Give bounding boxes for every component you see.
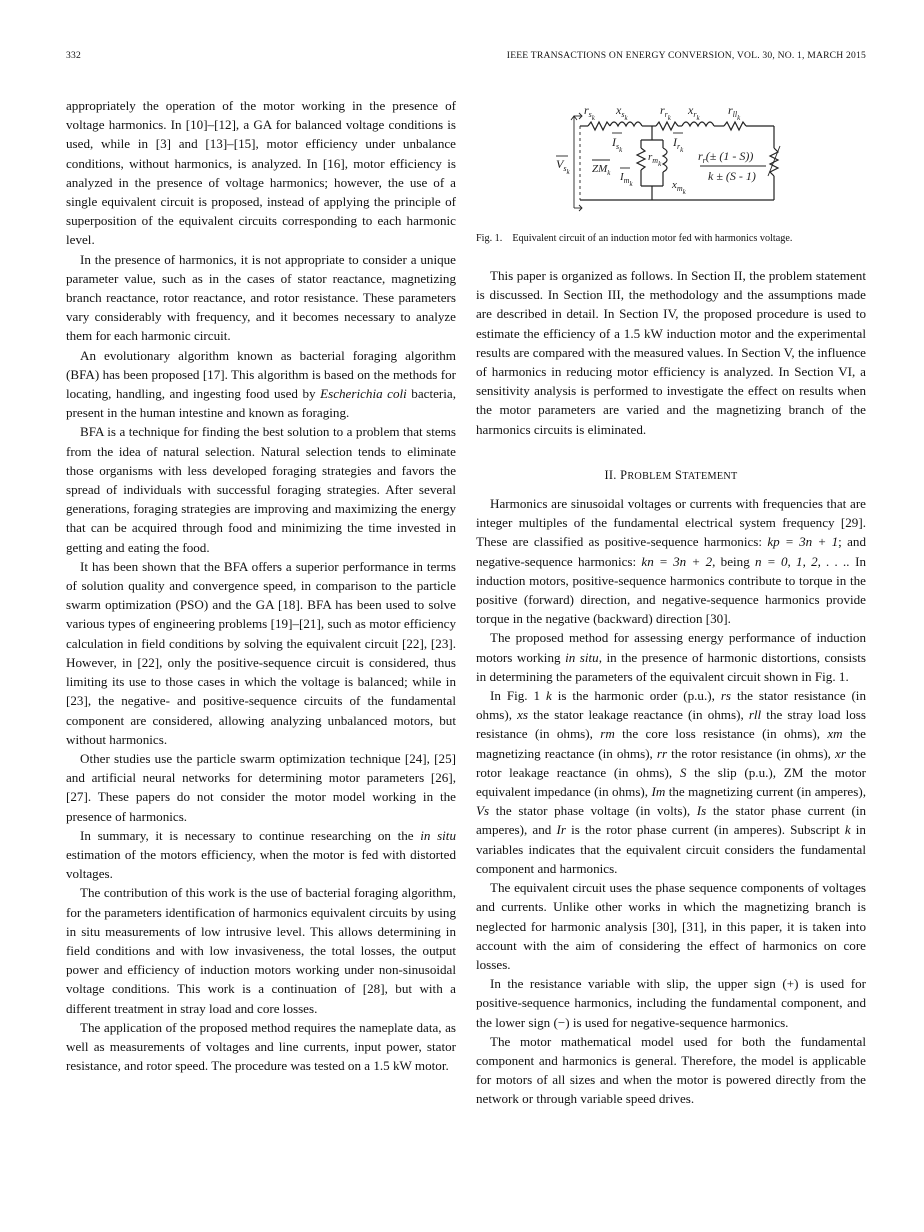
- right-column: [476, 96, 866, 1109]
- zm-label: $ZM_k$: [592, 163, 611, 177]
- paragraph: Harmonics are sinusoidal voltages or currents with frequencies that are integer multiples of the fundamental electrical system frequency [29]. These are classified as positive-sequence harmonics: kp = 3n + 1; and negative-sequence harmonics: kn = 3n + 2, being n = 0, 1, 2, . . .. In induction motors, positive-sequence harmonics contribute to torque in the positive (forward) direction, and negative-sequence harmonics provide torque in the negative (backward) direction [30].: [476, 496, 867, 627]
- journal-title: IEEE TRANSACTIONS ON ENERGY CONVERSION, VOL. 30, NO. 1, MARCH 2015: [506, 50, 866, 61]
- xm-label: $x_{mk}$: [672, 179, 686, 196]
- rs-label: $r_{sk}$: [584, 103, 595, 122]
- xs-label: $x_{sk}$: [616, 103, 628, 122]
- paragraph: In the resistance variable with slip, the upper sign (+) is used for positive-sequence harmonics, including the fundamental component, and the lower sign (−) is used for negative-sequence harmonics.: [476, 976, 866, 1030]
- figure-1: [476, 96, 866, 246]
- page-number: 332: [66, 50, 81, 61]
- rr-label: $r_{rk}$: [660, 103, 671, 122]
- im-label: $I_{mk}$: [620, 171, 633, 188]
- paragraph: The application of the proposed method requires the nameplate data, as well as measurements of voltages and line currents, input power, stator resistance, and rotor speed. The procedure was tested on a 1.5 kW motor.: [66, 1019, 456, 1074]
- paragraph: The contribution of this work is the use of bacterial foraging algorithm, for the parameters identification of harmonics equivalent circuits by using in situ measurements of low intrusive level. This allows determining in field conditions and with low invasiveness, the total losses, the output power and efficiency of induction motors working under non-sinusoidal voltage conditions. This work is a continuation of [28], but with a different treatment in stray load and core losses.: [66, 885, 456, 1016]
- running-header: [66, 50, 866, 66]
- vs-label: $V_{sk}$: [556, 157, 570, 176]
- load-denominator: k ± (S - 1): [708, 169, 756, 183]
- paragraph: An evolutionary algorithm known as bacterial foraging algorithm (BFA) has been proposed [17]. This algorithm is based on the methods for locating, handling, and ingesting food used by Escherichia coli bacteria, present in the human intestine and known as foraging.: [66, 347, 456, 421]
- paragraph: The proposed method for assessing energy performance of induction motors working in situ, in the presence of harmonic distortions, consists in determining the parameters of the equivalent circuit shown in Fig. 1.: [476, 630, 866, 684]
- rm-label: $r_{mk}$: [648, 151, 662, 168]
- paragraph: In Fig. 1 k is the harmonic order (p.u.), rs the stator resistance (in ohms), xs the stator leakage reactance (in ohms), rll the stray load loss resistance (in ohms), rm the core loss resistance (in ohms), xm the magnetizing reactance (in ohms), rr the rotor resistance (in ohms), xr the rotor leakage reactance (in ohms), S the slip (p.u.), ZM the motor equivalent impedance (in ohms), Im the magnetizing current (in amperes), Vs the stator phase voltage (in volts), Is the stator phase current (in amperes), and Ir is the rotor phase current (in amperes). Subscript k in variables indicates that the equivalent circuit considers the fundamental component and harmonics.: [476, 688, 867, 876]
- paragraph: In the presence of harmonics, it is not appropriate to consider a unique parameter value, such as in the cases of stator reactance, magnetizing branch reactance, rotor reactance, and rotor resistance. These parameters vary considerably with frequency, and it becomes necessary to analyze them for each harmonic circuit.: [66, 251, 456, 344]
- rll-label: $r_{llk}$: [728, 103, 741, 122]
- ir-label: $I_{rk}$: [673, 135, 684, 154]
- paragraph: The equivalent circuit uses the phase sequence components of voltages and currents. Unlike other works in which the magnetizing branch is neglected for harmonic analysis [30], [31], in this paper, it is taken into account with the aim of considering the effect of harmonics on core losses.: [476, 880, 866, 972]
- is-label: $I_{sk}$: [612, 135, 623, 154]
- load-numerator: $r_r(\pm (1 - S))$: [698, 149, 754, 165]
- figure-caption: Fig. 1. Equivalent circuit of an induction motor fed with harmonics voltage.: [476, 233, 793, 244]
- paragraph: This paper is organized as follows. In Section II, the problem statement is discussed. In Section III, the methodology and the assumptions made are described in detail. In Section IV, the proposed procedure is used to estimate the efficiency of a 1.5 kW induction motor and the experimental results are compared with the measured values. In Section V, the influence of harmonics in reducing motor efficiency is analyzed. In Section VI, a sensitivity analysis is performed to investigate the effect on results when the motor parameters are varied and the magnetizing branch of the harmonics circuits is eliminated.: [476, 268, 866, 437]
- paragraph: appropriately the operation of the motor working in the presence of voltage harmonics. In [10]–[12], a GA for balanced voltage conditions is used, while in [3] and [13]–[15], motor efficiency under unbalance conditions, without harmonics, is analyzed. In [16], motor efficiency is analyzed in the presence of voltage harmonics; however, the use of a single equivalent circuit is proposed, instead of applying the principle of superposition of the equivalent circuits corresponding to each harmonic level.: [66, 98, 456, 248]
- left-column: [66, 96, 456, 1075]
- paragraph: The motor mathematical model used for both the fundamental component and harmonics is general. Therefore, the model is applicable for motors of all sizes and when the motor is powered directly from the network or through variable speed drives.: [476, 1033, 866, 1107]
- paragraph: BFA is a technique for finding the best solution to a problem that stems from the idea of natural selection. Natural selection tends to eliminate those organisms with less developed foraging strategies and favors the spread of individuals with successful foraging strategies. After several generations, foraging strategies are improving and maximizing the energy that can be acquired through food and minimizing the time invested in getting and eating the food.: [66, 424, 456, 555]
- xr-label: $x_{rk}$: [688, 103, 700, 122]
- section-heading: II. PROBLEM STATEMENT: [604, 467, 738, 482]
- equivalent-circuit-diagram: [476, 96, 866, 231]
- species-name: Escherichia coli: [320, 386, 407, 402]
- paragraph: In summary, it is necessary to continue researching on the in situ estimation of the motors efficiency, when the motor is fed with distorted voltages.: [66, 827, 456, 882]
- paragraph: Other studies use the particle swarm optimization technique [24], [25] and artificial neural networks for determining motor parameters [26], [27]. These papers do not consider the motor model working in the presence of harmonics.: [66, 750, 456, 824]
- paragraph: It has been shown that the BFA offers a superior performance in terms of solution quality and convergence speed, in comparison to the particle swarm optimization (PSO) and the GA [18]. BFA has been used to solve various types of engineering problems [19]–[21], such as motor efficiency calculation in field conditions by solving the equivalent circuit [22], [23]. However, in [22], only the positive-sequence circuit is considered, thus limiting its use to those cases in which the voltage is balanced; while in [23], the negative- and positive-sequence circuits of the fundamental component are considered, allowing analyzing unbalanced motors, but without harmonics.: [66, 558, 456, 747]
